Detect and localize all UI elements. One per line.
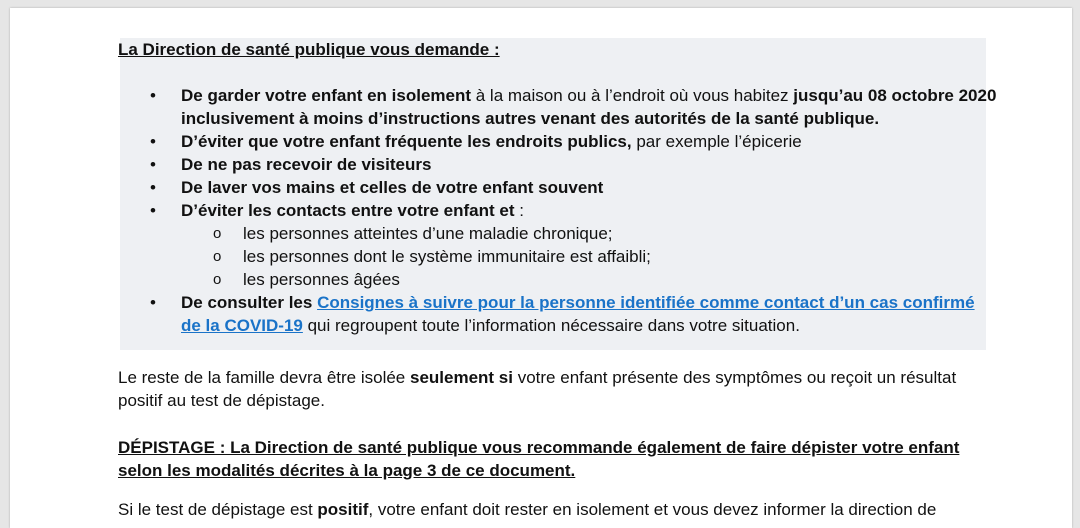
- sub-list-item: [118, 222, 998, 245]
- bullet-icon: •: [150, 201, 156, 220]
- paragraph-bold-text: positif: [317, 500, 369, 519]
- bullet-icon: •: [150, 155, 156, 174]
- family-isolation-paragraph: [118, 366, 998, 412]
- list-item: [118, 130, 998, 153]
- list-item: [118, 84, 998, 130]
- sub-list-item: [118, 268, 998, 291]
- circle-bullet-icon: o: [213, 271, 222, 288]
- bullet-icon: •: [150, 86, 156, 105]
- bullet-icon: •: [150, 178, 156, 197]
- sub-item-text: les personnes atteintes d’une maladie chronique;: [243, 224, 613, 243]
- item-bold-text: jusqu’au 08 octobre 2020 inclusivement à moins d’instructions autres venant des autorités de la santé publique.: [181, 86, 997, 128]
- positive-test-paragraph: [118, 498, 998, 521]
- sub-item-text: les personnes âgées: [243, 270, 400, 289]
- item-bold-text: D’éviter les contacts entre votre enfant et: [181, 201, 515, 220]
- section-heading: La Direction de santé publique vous demande :: [118, 40, 500, 59]
- list-item: [118, 176, 998, 199]
- instruction-list: [118, 84, 998, 337]
- circle-bullet-icon: o: [213, 225, 222, 242]
- list-item: [118, 153, 998, 176]
- item-bold-text: De consulter les: [181, 293, 318, 312]
- item-bold-text: De garder votre enfant en isolement: [181, 86, 472, 105]
- screening-paragraph: DÉPISTAGE : La Direction de santé publique vous recommande également de faire dépister votre enfant selon les modalités décrites à la page 3 de ce document.: [118, 438, 960, 480]
- circle-bullet-icon: o: [213, 248, 222, 265]
- document-page: [10, 8, 1072, 528]
- paragraph-text: votre enfant présente des symptômes ou reçoit un résultat positif au test de dépistage.: [118, 368, 957, 410]
- list-item: [118, 199, 998, 222]
- sub-list-item: [118, 245, 998, 268]
- item-text: :: [514, 201, 524, 220]
- paragraph-text: Si le test de dépistage est: [118, 500, 318, 519]
- paragraph-text: , votre enfant doit rester en isolement et vous devez informer la direction de: [368, 500, 937, 519]
- item-bold-text: De ne pas recevoir de visiteurs: [181, 155, 432, 174]
- item-text: qui regroupent toute l’information nécessaire dans votre situation.: [302, 316, 800, 335]
- item-text: par exemple l’épicerie: [631, 132, 802, 151]
- bullet-icon: •: [150, 132, 156, 151]
- item-text: à la maison ou à l’endroit où vous habitez: [471, 86, 794, 105]
- paragraph-text: Le reste de la famille devra être isolée: [118, 368, 410, 387]
- bullet-icon: •: [150, 293, 156, 312]
- sub-item-text: les personnes dont le système immunitaire est affaibli;: [243, 247, 651, 266]
- item-bold-text: D’éviter que votre enfant fréquente les endroits publics,: [181, 132, 632, 151]
- guidelines-link[interactable]: Consignes à suivre pour la personne identifiée comme contact d’un cas confirmé de la COVID-19: [181, 293, 975, 335]
- item-bold-text: De laver vos mains et celles de votre enfant souvent: [181, 178, 604, 197]
- paragraph-bold-text: seulement si: [410, 368, 513, 387]
- list-item: [118, 291, 998, 337]
